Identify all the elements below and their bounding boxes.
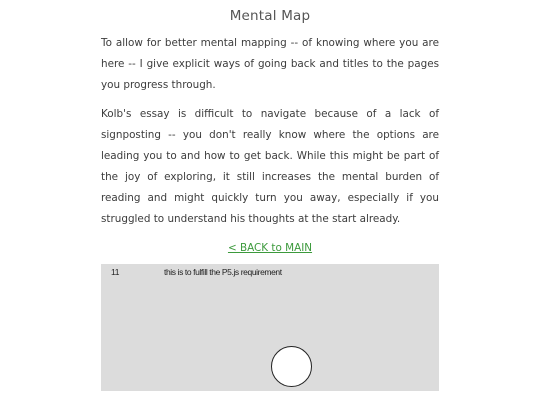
body-paragraph: Kolb's essay is difficult to navigate because of a lack of signposting -- you don't really know where the options are leading you to and how to get back. While this might be part of the joy of exploring, it still increases the mental burden of reading and might quickly turn you away, especially if you struggled to understand his thoughts at the start already. <box>101 108 439 225</box>
back-to-main-link[interactable]: < BACK to MAIN <box>227 242 313 254</box>
sketch-counter: 11 <box>111 267 120 277</box>
sketch-circle <box>271 346 312 387</box>
p5-sketch-canvas[interactable] <box>101 264 439 391</box>
page-title: Mental Map <box>229 8 311 24</box>
sketch-caption: this is to fulfill the P5.js requirement <box>164 267 282 277</box>
intro-paragraph: To allow for better mental mapping -- of knowing where you are here -- I give explicit ways of going back and titles to the pages you progress through. <box>101 37 439 91</box>
